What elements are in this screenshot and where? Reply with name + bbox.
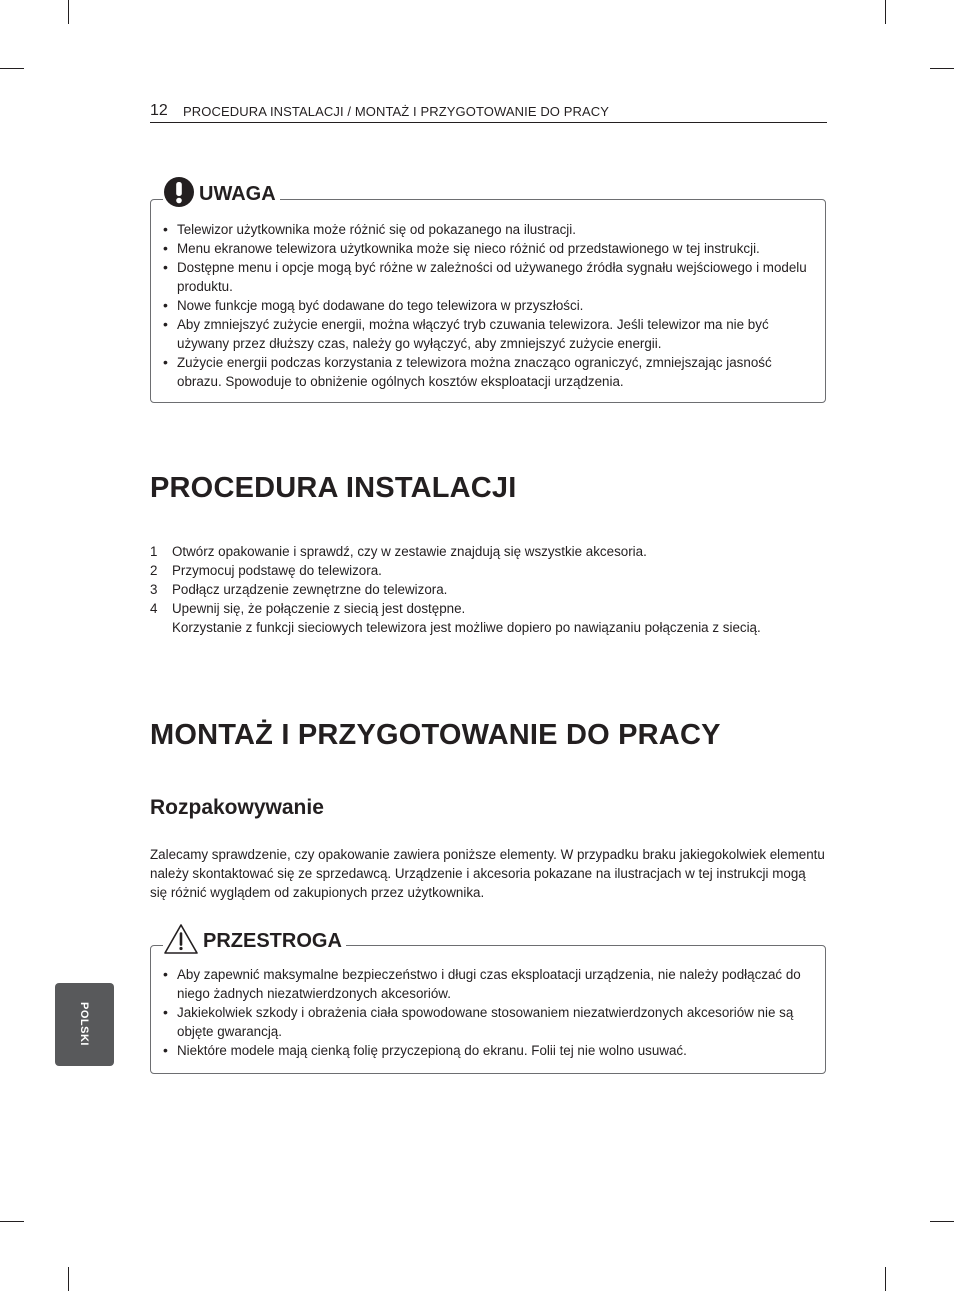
page-number: 12 — [150, 102, 168, 119]
step-number: 2 — [150, 563, 158, 578]
warning-triangle-icon — [163, 923, 199, 960]
install-step — [150, 542, 830, 561]
language-side-tab — [55, 983, 114, 1066]
crop-mark — [885, 1267, 886, 1291]
note-label: UWAGA — [199, 183, 276, 205]
unpacking-paragraph: Zalecamy sprawdzenie, czy opakowanie zawiera poniższe elementy. W przypadku braku jakiegokolwiek elementu należy skontaktować się ze sprzedawcą. Urządzenie i akcesoria pokazane na ilustracjach w tej instrukcji mogą się różnić wyglądem od zakupionych przez użytkownika. — [150, 847, 825, 900]
install-steps — [150, 542, 830, 637]
caution-item: • Jakiekolwiek szkody i obrażenia ciała spowodowane stosowaniem niezatwierdzonych akcesoriów nie są objęte gwarancją. — [151, 1003, 825, 1041]
install-step — [150, 580, 830, 599]
crop-mark — [68, 0, 69, 24]
note-item: • Zużycie energii podczas korzystania z telewizora można znacząco ograniczyć, zmniejszając jasność obrazu. Spowoduje to obniżenie ogólnych kosztów eksploatacji urządzenia. — [151, 353, 825, 391]
step-text: Przymocuj podstawę do telewizora. — [172, 563, 382, 578]
language-label: POLSKI — [78, 1002, 90, 1046]
caution-item: • Niektóre modele mają cienką folię przyczepioną do ekranu. Folii tej nie wolno usuwać. — [151, 1041, 825, 1060]
caution-box — [150, 930, 826, 1074]
caution-label: PRZESTROGA — [203, 930, 342, 952]
note-item: • Nowe funkcje mogą być dodawane do tego telewizora w przyszłości. — [151, 296, 825, 315]
step-text: Podłącz urządzenie zewnętrzne do telewizora. — [172, 582, 448, 597]
crop-mark — [930, 68, 954, 69]
note-list — [151, 220, 825, 391]
exclamation-circle-icon — [163, 176, 195, 213]
note-item: • Aby zmniejszyć zużycie energii, można włączyć tryb czuwania telewizora. Jeśli telewizor ma nie być używany przez dłuższy czas, należy go wyłączyć, aby zmniejszyć zużycie energii. — [151, 315, 825, 353]
assembly-heading: MONTAŻ I PRZYGOTOWANIE DO PRACY — [150, 719, 721, 751]
note-box — [150, 183, 826, 403]
note-item: • Menu ekranowe telewizora użytkownika może się nieco różnić od przedstawionego w tej instrukcji. — [151, 239, 825, 258]
caution-header — [163, 923, 346, 960]
step-text: Otwórz opakowanie i sprawdź, czy w zestawie znajdują się wszystkie akcesoria. — [172, 544, 647, 559]
crop-mark — [885, 0, 886, 24]
running-title: PROCEDURA INSTALACJI / MONTAŻ I PRZYGOTOWANIE DO PRACY — [183, 104, 610, 119]
caution-item: • Aby zapewnić maksymalne bezpieczeństwo i długi czas eksploatacji urządzenia, nie należy podłączać do niego żadnych niezatwierdzonych akcesoriów. — [151, 965, 825, 1003]
install-step — [150, 599, 830, 637]
running-header — [150, 100, 827, 123]
step-extra-text: Korzystanie z funkcji sieciowych telewizora jest możliwe dopiero po nawiązaniu połączenia z siecią. — [172, 620, 761, 635]
crop-mark — [0, 1221, 24, 1222]
crop-mark — [0, 68, 24, 69]
step-text: Upewnij się, że połączenie z siecią jest dostępne. — [172, 601, 466, 616]
unpacking-subheading: Rozpakowywanie — [150, 796, 324, 819]
crop-mark — [68, 1267, 69, 1291]
install-step — [150, 561, 830, 580]
step-number: 1 — [150, 544, 158, 559]
step-number: 4 — [150, 601, 158, 616]
install-heading: PROCEDURA INSTALACJI — [150, 472, 517, 504]
note-header — [163, 176, 280, 213]
step-number: 3 — [150, 582, 158, 597]
crop-mark — [930, 1221, 954, 1222]
note-item: • Telewizor użytkownika może różnić się od pokazanego na ilustracji. — [151, 220, 825, 239]
caution-list — [151, 965, 825, 1060]
note-item: • Dostępne menu i opcje mogą być różne w zależności od używanego źródła sygnału wejściowego i modelu produktu. — [151, 258, 825, 296]
